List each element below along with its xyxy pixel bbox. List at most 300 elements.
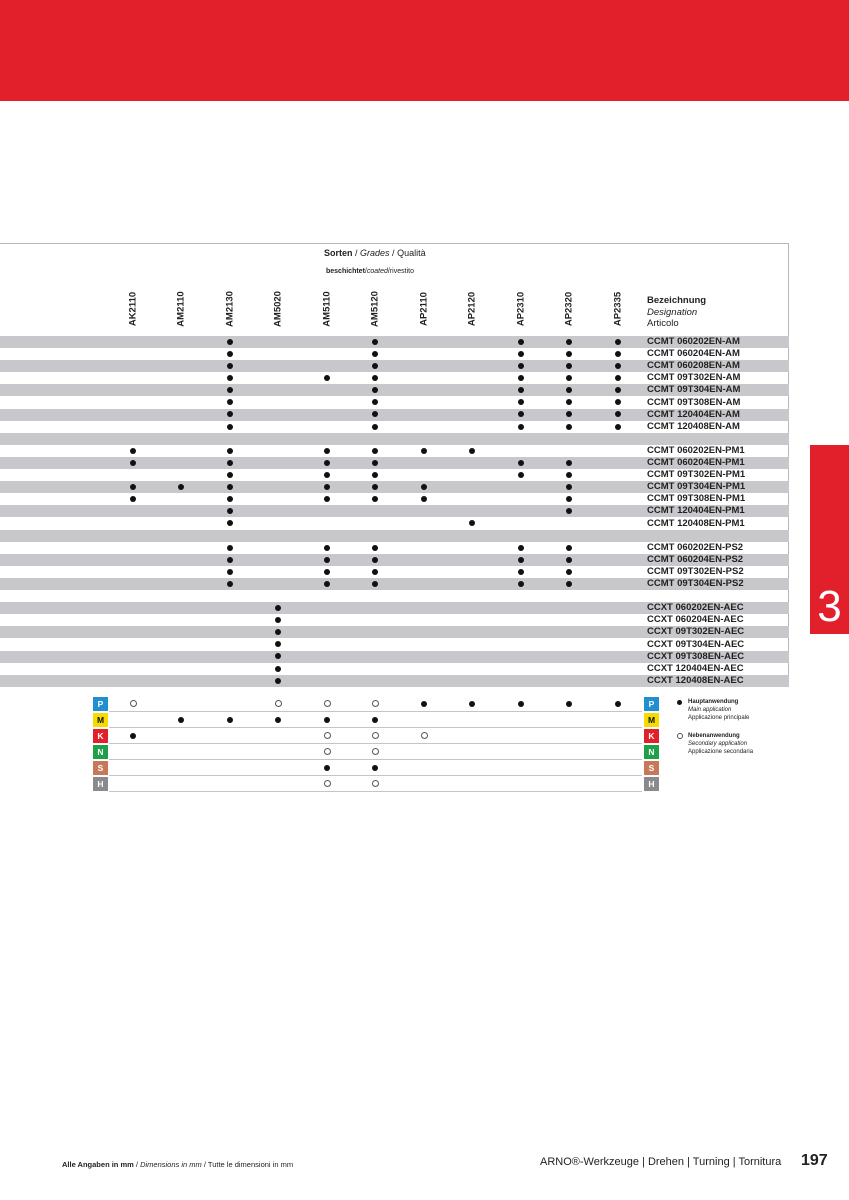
grade-header xyxy=(611,286,625,332)
availability-cell xyxy=(223,505,237,517)
filled-dot-icon xyxy=(566,399,572,405)
filled-dot-icon xyxy=(518,411,524,417)
availability-cell xyxy=(368,469,382,481)
hollow-dot-icon xyxy=(324,780,331,787)
material-badge-right: K xyxy=(644,729,659,743)
filled-dot-icon xyxy=(615,351,621,357)
filled-dot-icon xyxy=(324,557,330,563)
filled-dot-icon xyxy=(566,351,572,357)
filled-dot-icon xyxy=(227,460,233,466)
filled-dot-icon xyxy=(130,496,136,502)
availability-cell xyxy=(271,639,285,651)
designation-cell: CCMT 060202EN-PS2 xyxy=(647,541,744,553)
filled-dot-icon xyxy=(615,375,621,381)
filled-dot-icon xyxy=(518,387,524,393)
table-row xyxy=(0,397,789,409)
designation-cell: CCMT 060204EN-PS2 xyxy=(647,553,744,565)
table-row xyxy=(0,651,789,663)
availability-cell xyxy=(514,578,528,590)
filled-dot-icon xyxy=(227,375,233,381)
availability-cell xyxy=(562,554,576,566)
filled-dot-icon xyxy=(518,557,524,563)
hollow-dot-icon xyxy=(324,732,331,739)
application-row-rule xyxy=(109,775,642,776)
filled-dot-icon xyxy=(178,484,184,490)
availability-cell xyxy=(368,566,382,578)
hollow-dot-icon xyxy=(372,700,379,707)
table-row xyxy=(0,384,789,396)
filled-dot-icon xyxy=(566,363,572,369)
table-row xyxy=(0,457,789,469)
availability-cell xyxy=(320,493,334,505)
filled-dot-icon xyxy=(227,363,233,369)
application-cell xyxy=(320,713,334,727)
filled-dot-icon xyxy=(372,765,378,771)
hollow-dot-icon xyxy=(372,748,379,755)
grade-header xyxy=(562,286,576,332)
filled-dot-icon xyxy=(227,520,233,526)
grade-header-label: AM2110 xyxy=(175,291,187,327)
filled-dot-icon xyxy=(227,411,233,417)
filled-dot-icon xyxy=(130,448,136,454)
availability-cell xyxy=(320,445,334,457)
filled-dot-icon xyxy=(372,569,378,575)
table-row xyxy=(0,590,789,602)
filled-dot-icon xyxy=(372,375,378,381)
filled-dot-icon xyxy=(372,424,378,430)
filled-dot-icon xyxy=(275,641,281,647)
designation-cell: CCMT 09T304EN-PS2 xyxy=(647,578,744,589)
filled-dot-icon xyxy=(275,629,281,635)
table-row xyxy=(0,481,789,493)
filled-dot-icon xyxy=(421,496,427,502)
table-row xyxy=(0,663,789,675)
designation-cell: CCMT 09T304EN-PM1 xyxy=(647,481,746,493)
availability-cell xyxy=(514,397,528,409)
filled-dot-icon xyxy=(372,411,378,417)
table-row xyxy=(0,675,789,687)
availability-cell xyxy=(223,457,237,469)
hollow-dot-icon xyxy=(421,732,428,739)
filled-dot-icon xyxy=(615,363,621,369)
table-row xyxy=(0,566,789,578)
filled-dot-icon xyxy=(421,701,427,707)
availability-cell xyxy=(562,566,576,578)
availability-cell xyxy=(562,578,576,590)
grade-header xyxy=(126,286,140,332)
filled-dot-icon xyxy=(421,484,427,490)
filled-dot-icon xyxy=(566,472,572,478)
designation-cell: CCMT 09T308EN-AM xyxy=(647,396,741,408)
availability-cell xyxy=(417,445,431,457)
filled-dot-icon xyxy=(372,472,378,478)
availability-cell xyxy=(271,614,285,626)
availability-cell xyxy=(611,336,625,348)
availability-cell xyxy=(514,360,528,372)
hollow-dot-icon xyxy=(324,700,331,707)
availability-cell xyxy=(368,421,382,433)
chapter-tab: 3 xyxy=(810,445,849,634)
designation-cell: CCMT 060202EN-AM xyxy=(647,336,740,347)
availability-cell xyxy=(368,372,382,384)
grade-header-label: AM2130 xyxy=(224,291,236,327)
filled-dot-icon xyxy=(227,472,233,478)
availability-cell xyxy=(562,421,576,433)
designation-cell: CCXT 120404EN-AEC xyxy=(647,662,744,674)
filled-dot-icon xyxy=(372,557,378,563)
table-row xyxy=(0,505,789,517)
filled-dot-icon xyxy=(518,351,524,357)
application-row-rule xyxy=(109,759,642,760)
designation-cell: CCXT 09T304EN-AEC xyxy=(647,638,745,650)
availability-cell xyxy=(417,481,431,493)
table-row xyxy=(0,518,789,530)
availability-cell xyxy=(514,457,528,469)
filled-dot-icon xyxy=(518,701,524,707)
availability-cell xyxy=(562,542,576,554)
table-row xyxy=(0,360,789,372)
availability-cell xyxy=(514,348,528,360)
availability-cell xyxy=(223,409,237,421)
application-cell xyxy=(368,713,382,727)
filled-dot-icon xyxy=(518,363,524,369)
filled-dot-icon xyxy=(615,411,621,417)
table-row xyxy=(0,433,789,445)
table-row xyxy=(0,348,789,360)
filled-dot-icon xyxy=(518,545,524,551)
designation-cell: CCXT 060202EN-AEC xyxy=(647,602,744,614)
filled-dot-icon xyxy=(615,424,621,430)
availability-cell xyxy=(562,336,576,348)
availability-cell xyxy=(223,336,237,348)
material-badge-right: S xyxy=(644,761,659,775)
table-row xyxy=(0,409,789,421)
filled-dot-icon xyxy=(518,375,524,381)
filled-dot-icon xyxy=(324,496,330,502)
availability-cell xyxy=(562,493,576,505)
application-cell xyxy=(368,745,382,759)
footer-section-title: ARNO®-Werkzeuge | Drehen | Turning | Tornitura xyxy=(540,1156,782,1168)
availability-cell xyxy=(514,554,528,566)
filled-dot-icon xyxy=(227,399,233,405)
designation-cell: CCMT 09T304EN-AM xyxy=(647,384,741,396)
filled-dot-icon xyxy=(518,399,524,405)
filled-dot-icon xyxy=(324,717,330,723)
table-row xyxy=(0,445,789,457)
availability-cell xyxy=(174,481,188,493)
filled-dot-icon xyxy=(566,701,572,707)
application-cell xyxy=(223,713,237,727)
application-cell xyxy=(126,697,140,711)
filled-dot-icon xyxy=(615,339,621,345)
filled-dot-icon xyxy=(421,448,427,454)
availability-cell xyxy=(320,566,334,578)
availability-cell xyxy=(562,397,576,409)
material-badge-left: K xyxy=(93,729,108,743)
material-badge-left: S xyxy=(93,761,108,775)
availability-cell xyxy=(465,445,479,457)
availability-cell xyxy=(368,348,382,360)
designation-cell: CCMT 120404EN-PM1 xyxy=(647,505,745,517)
application-row-rule xyxy=(109,727,642,728)
availability-cell xyxy=(368,578,382,590)
grade-header xyxy=(514,286,528,332)
filled-dot-icon xyxy=(566,460,572,466)
filled-dot-icon xyxy=(518,472,524,478)
filled-dot-icon xyxy=(372,399,378,405)
availability-cell xyxy=(320,457,334,469)
availability-cell xyxy=(514,372,528,384)
availability-cell xyxy=(368,554,382,566)
table-row xyxy=(0,469,789,481)
availability-cell xyxy=(514,469,528,481)
availability-cell xyxy=(562,372,576,384)
filled-dot-icon xyxy=(324,765,330,771)
availability-cell xyxy=(223,384,237,396)
availability-cell xyxy=(320,481,334,493)
availability-cell xyxy=(223,445,237,457)
grade-header xyxy=(320,286,334,332)
availability-cell xyxy=(562,409,576,421)
grade-header xyxy=(271,286,285,332)
table-row xyxy=(0,372,789,384)
availability-cell xyxy=(223,360,237,372)
filled-dot-icon xyxy=(372,460,378,466)
filled-dot-icon xyxy=(130,733,136,739)
filled-dot-icon xyxy=(469,448,475,454)
designation-cell: CCMT 120408EN-PM1 xyxy=(647,517,745,529)
filled-dot-icon xyxy=(324,448,330,454)
availability-cell xyxy=(562,457,576,469)
availability-cell xyxy=(562,505,576,517)
designation-cell: CCMT 09T302EN-AM xyxy=(647,372,741,384)
availability-cell xyxy=(223,469,237,481)
application-cell xyxy=(271,697,285,711)
filled-dot-icon xyxy=(372,545,378,551)
grade-header-label: AP2310 xyxy=(515,291,527,327)
filled-dot-icon xyxy=(130,460,136,466)
availability-cell xyxy=(611,409,625,421)
hollow-dot-icon xyxy=(324,748,331,755)
grade-header-label: AM5120 xyxy=(369,291,381,327)
filled-dot-icon xyxy=(275,605,281,611)
table-row xyxy=(0,336,789,348)
designation-cell: CCXT 060204EN-AEC xyxy=(647,614,744,626)
filled-dot-icon xyxy=(372,484,378,490)
filled-dot-icon xyxy=(566,484,572,490)
availability-cell xyxy=(271,651,285,663)
application-cell xyxy=(417,697,431,711)
availability-cell xyxy=(611,397,625,409)
application-cell xyxy=(417,729,431,743)
grade-header-label: AK2110 xyxy=(127,291,139,327)
grade-header xyxy=(368,286,382,332)
filled-dot-icon xyxy=(677,700,682,705)
filled-dot-icon xyxy=(227,424,233,430)
availability-cell xyxy=(611,348,625,360)
application-row-rule xyxy=(109,711,642,712)
table-row xyxy=(0,493,789,505)
availability-cell xyxy=(465,518,479,530)
table-row xyxy=(0,421,789,433)
filled-dot-icon xyxy=(130,484,136,490)
filled-dot-icon xyxy=(566,569,572,575)
availability-cell xyxy=(514,542,528,554)
filled-dot-icon xyxy=(227,496,233,502)
designation-cell: CCXT 120408EN-AEC xyxy=(647,674,744,686)
filled-dot-icon xyxy=(227,717,233,723)
application-row xyxy=(0,745,789,759)
filled-dot-icon xyxy=(566,387,572,393)
filled-dot-icon xyxy=(518,460,524,466)
availability-cell xyxy=(320,372,334,384)
filled-dot-icon xyxy=(324,375,330,381)
grade-header-label: AP2335 xyxy=(612,291,624,327)
availability-cell xyxy=(417,493,431,505)
availability-cell xyxy=(223,372,237,384)
hollow-dot-icon xyxy=(677,733,683,739)
hollow-dot-icon xyxy=(372,780,379,787)
footer-dimensions-note: Alle Angaben in mm / Dimensions in mm / Tutte le dimensioni in mm xyxy=(62,1160,294,1169)
application-cell xyxy=(368,729,382,743)
table-row xyxy=(0,602,789,614)
application-row-rule xyxy=(109,743,642,744)
filled-dot-icon xyxy=(324,472,330,478)
grade-header-label: AP2110 xyxy=(418,292,430,326)
availability-cell xyxy=(320,578,334,590)
availability-cell xyxy=(368,481,382,493)
availability-cell xyxy=(223,578,237,590)
filled-dot-icon xyxy=(275,617,281,623)
filled-dot-icon xyxy=(566,581,572,587)
application-row xyxy=(0,777,789,791)
hollow-dot-icon xyxy=(275,700,282,707)
application-cell xyxy=(174,713,188,727)
filled-dot-icon xyxy=(227,484,233,490)
application-cell xyxy=(320,697,334,711)
availability-cell xyxy=(368,336,382,348)
page-number: 197 xyxy=(801,1152,828,1169)
availability-cell xyxy=(223,348,237,360)
filled-dot-icon xyxy=(518,339,524,345)
filled-dot-icon xyxy=(372,448,378,454)
designation-cell: CCMT 120408EN-AM xyxy=(647,420,740,432)
filled-dot-icon xyxy=(324,484,330,490)
availability-cell xyxy=(223,481,237,493)
table-row xyxy=(0,614,789,626)
filled-dot-icon xyxy=(227,545,233,551)
filled-dot-icon xyxy=(566,424,572,430)
grade-header xyxy=(223,286,237,332)
filled-dot-icon xyxy=(372,496,378,502)
availability-cell xyxy=(368,542,382,554)
table-row xyxy=(0,530,789,542)
application-cell xyxy=(514,697,528,711)
availability-cell xyxy=(223,493,237,505)
availability-cell xyxy=(223,518,237,530)
application-cell xyxy=(126,729,140,743)
availability-cell xyxy=(368,360,382,372)
availability-cell xyxy=(223,566,237,578)
availability-cell xyxy=(223,397,237,409)
application-cell xyxy=(320,761,334,775)
availability-cell xyxy=(320,542,334,554)
availability-cell xyxy=(368,445,382,457)
table-row xyxy=(0,542,789,554)
availability-cell xyxy=(514,566,528,578)
application-cell xyxy=(368,697,382,711)
availability-cell xyxy=(368,409,382,421)
table-row xyxy=(0,554,789,566)
availability-cell xyxy=(611,372,625,384)
filled-dot-icon xyxy=(372,387,378,393)
filled-dot-icon xyxy=(566,545,572,551)
material-badge-right: P xyxy=(644,697,659,711)
filled-dot-icon xyxy=(372,581,378,587)
application-cell xyxy=(320,777,334,791)
availability-cell xyxy=(126,457,140,469)
filled-dot-icon xyxy=(324,460,330,466)
availability-cell xyxy=(271,675,285,687)
grades-header: Sorten / Grades / Qualità xyxy=(324,248,426,258)
filled-dot-icon xyxy=(178,717,184,723)
filled-dot-icon xyxy=(615,399,621,405)
filled-dot-icon xyxy=(275,678,281,684)
material-badge-left: H xyxy=(93,777,108,791)
filled-dot-icon xyxy=(227,508,233,514)
application-cell xyxy=(611,697,625,711)
table-top-rule xyxy=(0,243,789,244)
filled-dot-icon xyxy=(275,666,281,672)
application-row xyxy=(0,761,789,775)
application-row xyxy=(0,713,789,727)
filled-dot-icon xyxy=(227,557,233,563)
coated-subheader: beschichtet/coated/rivestito xyxy=(326,268,414,275)
table-row xyxy=(0,626,789,638)
filled-dot-icon xyxy=(324,569,330,575)
filled-dot-icon xyxy=(518,581,524,587)
filled-dot-icon xyxy=(566,557,572,563)
availability-cell xyxy=(368,384,382,396)
filled-dot-icon xyxy=(566,508,572,514)
filled-dot-icon xyxy=(227,581,233,587)
filled-dot-icon xyxy=(275,717,281,723)
filled-dot-icon xyxy=(324,581,330,587)
hollow-dot-icon xyxy=(372,732,379,739)
availability-cell xyxy=(223,542,237,554)
filled-dot-icon xyxy=(372,717,378,723)
filled-dot-icon xyxy=(518,569,524,575)
availability-cell xyxy=(562,384,576,396)
availability-cell xyxy=(611,421,625,433)
availability-cell xyxy=(562,348,576,360)
designation-cell: CCMT 060204EN-PM1 xyxy=(647,457,745,468)
grade-header-label: AM5020 xyxy=(272,291,284,327)
designation-cell: CCMT 060202EN-PM1 xyxy=(647,444,745,456)
filled-dot-icon xyxy=(324,545,330,551)
filled-dot-icon xyxy=(615,701,621,707)
material-badge-right: M xyxy=(644,713,659,727)
filled-dot-icon xyxy=(615,387,621,393)
filled-dot-icon xyxy=(372,351,378,357)
designation-cell: CCXT 09T308EN-AEC xyxy=(647,650,745,662)
designation-cell: CCMT 120404EN-AM xyxy=(647,408,740,420)
availability-cell xyxy=(368,493,382,505)
availability-cell xyxy=(514,421,528,433)
material-badge-left: N xyxy=(93,745,108,759)
availability-cell xyxy=(611,360,625,372)
hollow-dot-icon xyxy=(130,700,137,707)
